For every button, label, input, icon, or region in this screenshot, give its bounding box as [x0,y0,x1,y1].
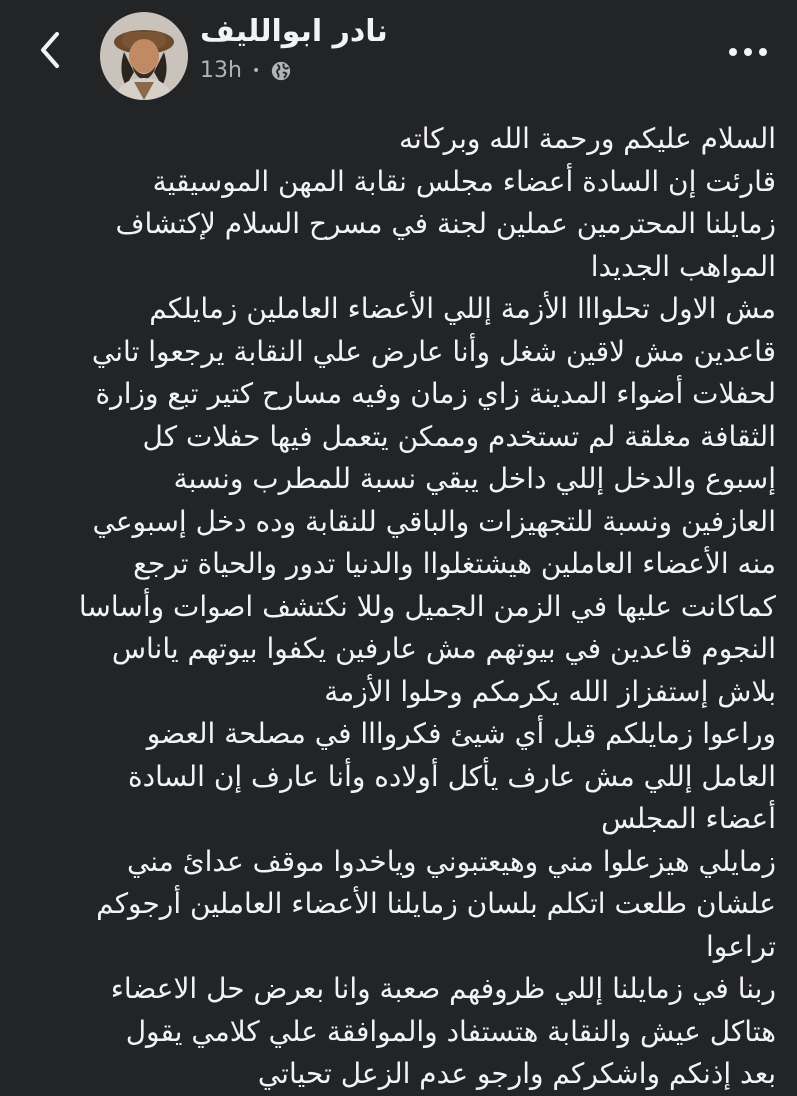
post-line-2: قارئت إن السادة أعضاء مجلس نقابة المهن الموسيقية [152,164,776,198]
post-line-8: الثقافة مغلقة لم تستخدم وممكن يتعمل فيها حفلات كل [142,419,776,453]
post-line-6: قاعدين مش لاقين شغل وأنا عارض علي النقابة يرجعوا تاني [91,334,776,368]
post-header [0,0,797,110]
post-timestamp[interactable]: 13h [200,58,242,83]
avatar-photo [100,12,188,100]
globe-icon[interactable] [270,60,292,82]
post-line-13: النجوم قاعدين في بيوتهم مش عارفين يكفوا بيوتهم ياناس [111,632,776,665]
post-line-18: زمايلي هيزعلوا مني وهيعتبوني وياخدوا موقف عدائ مني [126,844,776,878]
post-line-5: مش الاول تحلوااا الأزمة إللي الأعضاء العاملين زمايلكم [149,292,776,325]
meta-separator: • [251,62,261,79]
post-meta [200,58,292,83]
post-line-17: أعضاء المجلس [601,802,776,835]
chevron-left-icon [37,30,63,70]
post-line-21: ربنا في زمايلنا إللي ظروفهم صعبة وانا بعرض حل الاعضاء [110,972,776,1005]
avatar[interactable] [100,12,188,100]
more-dots-icon [726,46,770,58]
author-name[interactable]: نادر ابوالليف [200,14,388,49]
post-line-11: منه الأعضاء العاملين هيشتغلواا والدنيا تدور والحياة ترجع [133,547,776,580]
post-line-7: لحفلات أضواء المدينة زاي زمان وفيه مسارح كتير تبع وزارة [95,377,776,410]
post-line-20: تراعوا [706,929,776,963]
post-line-14: بلاش إستفزاز الله يكرمكم وحلوا الأزمة [324,674,776,708]
post-line-15: وراعوا زمايلكم قبل أي شيئ فكروااا في مصلحة العضو [146,717,776,750]
post-body [22,118,776,1096]
back-button[interactable] [28,26,72,74]
post-line-1: السلام عليكم ورحمة الله وبركاته [398,122,776,155]
more-options-button[interactable] [724,36,772,68]
post-line-3: زمايلنا المحترمين عملين لجنة في مسرح السلام لإكتشاف [115,207,776,240]
post-line-22: هتاكل عيش والنقابة هتستفاد والموافقة علي كلامي يقول [125,1014,776,1048]
post-line-23: بعد إذنكم واشكركم وارجو عدم الزعل تحياتي [257,1057,776,1090]
post-line-10: العازفين ونسبة للتجهيزات والباقي للنقابة وده دخل إسبوعي [92,504,776,538]
post-line-12: كماكانت عليها في الزمن الجميل وللا نكتشف اصوات وأساسا [78,589,776,623]
post-line-16: العامل إللي مش عارف يأكل أولاده وأنا عارف إن السادة [127,759,776,793]
post-line-9: إسبوع والدخل إللي داخل يبقي نسبة للمطرب ونسبة [173,462,776,495]
post-line-19: علشان طلعت اتكلم بلسان زمايلنا الأعضاء العاملين أرجوكم [96,887,776,920]
post-line-4: المواهب الجديدا [590,249,776,283]
